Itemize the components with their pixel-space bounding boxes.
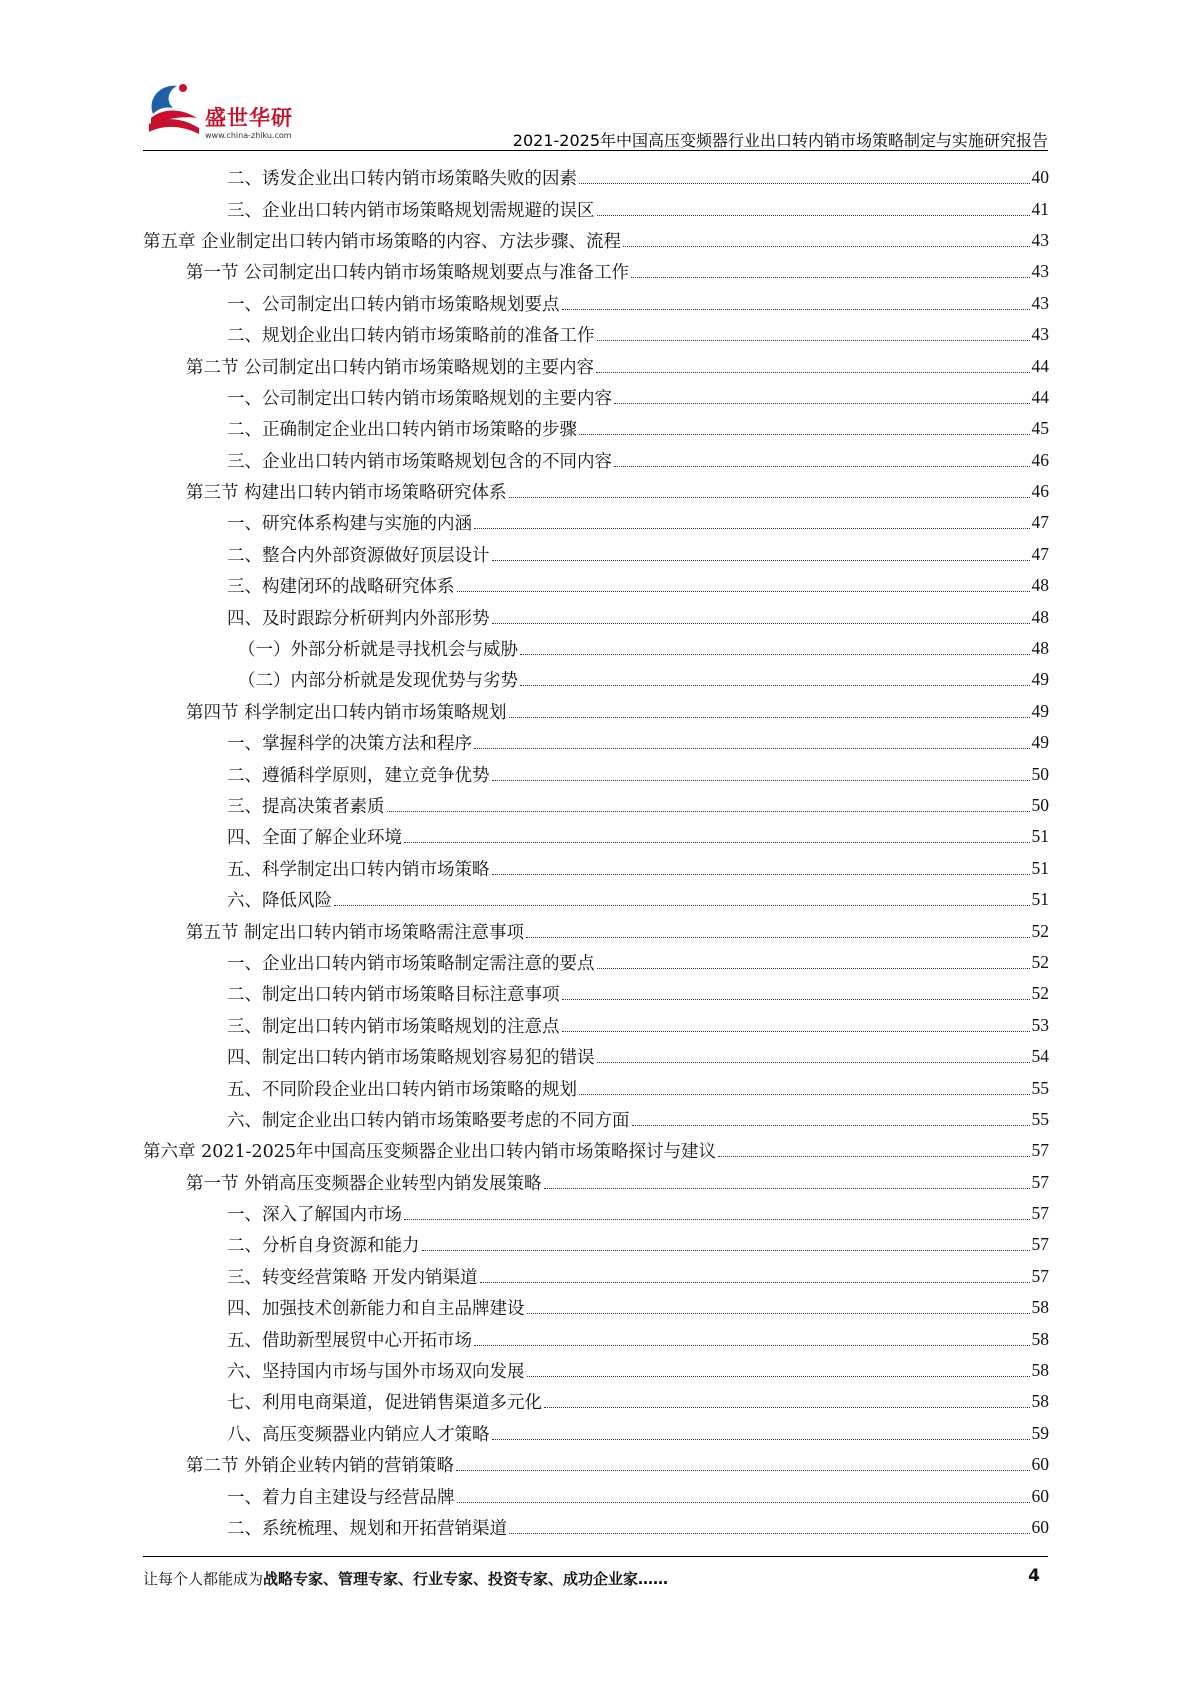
toc-entry-title: 四、制定出口转内销市场策略规划容易犯的错误 <box>227 1048 595 1069</box>
toc-entry-title: 七、利用电商渠道，促进销售渠道多元化 <box>227 1393 542 1414</box>
toc-dot-leader <box>492 780 1030 781</box>
toc-entry-title: 一、企业出口转内销市场策略制定需注意的要点 <box>227 953 595 974</box>
toc-entry[interactable] <box>143 1418 1049 1449</box>
toc-entry-page: 60 <box>1031 1516 1049 1537</box>
toc-entry[interactable] <box>143 884 1049 915</box>
footer-slogan <box>143 1568 668 1589</box>
toc-entry[interactable] <box>143 601 1049 632</box>
toc-entry[interactable] <box>143 1167 1049 1198</box>
toc-entry-page: 41 <box>1031 198 1049 219</box>
toc-entry-page: 57 <box>1031 1140 1049 1161</box>
toc-dot-leader <box>579 183 1030 184</box>
toc-entry[interactable] <box>143 664 1049 695</box>
toc-entry-title: 二、系统梳理、规划和开拓营销渠道 <box>227 1518 507 1539</box>
toc-entry[interactable] <box>143 727 1049 758</box>
toc-dot-leader <box>520 685 1030 686</box>
table-of-contents <box>143 162 1049 1543</box>
toc-entry-page: 49 <box>1031 732 1049 753</box>
slogan-emphasis: 战略专家、管理专家、行业专家、投资专家、成功企业家…… <box>263 1570 669 1588</box>
toc-entry-title: 四、及时跟踪分析研判内外部形势 <box>227 608 490 629</box>
toc-entry-page: 43 <box>1031 229 1049 250</box>
toc-entry-title: 五、科学制定出口转内销市场策略 <box>227 859 490 880</box>
toc-entry-page: 59 <box>1031 1422 1049 1443</box>
toc-dot-leader <box>579 434 1030 435</box>
toc-dot-leader <box>492 560 1030 561</box>
toc-entry-page: 46 <box>1031 481 1049 502</box>
toc-entry-title: 六、坚持国内市场与国外市场双向发展 <box>227 1362 525 1383</box>
toc-entry-page: 52 <box>1031 951 1049 972</box>
toc-entry-title: 第四节 科学制定出口转内销市场策略规划 <box>186 702 507 723</box>
company-logo <box>143 78 323 144</box>
toc-entry-page: 51 <box>1031 889 1049 910</box>
toc-dot-leader <box>562 1031 1030 1032</box>
toc-entry-page: 51 <box>1031 826 1049 847</box>
toc-entry[interactable] <box>143 1041 1049 1072</box>
toc-dot-leader <box>562 309 1030 310</box>
toc-dot-leader <box>422 1250 1030 1251</box>
toc-entry[interactable] <box>143 1261 1049 1292</box>
toc-dot-leader <box>404 842 1030 843</box>
toc-entry[interactable] <box>143 570 1049 601</box>
toc-entry[interactable] <box>143 978 1049 1009</box>
toc-entry-page: 58 <box>1031 1391 1049 1412</box>
toc-entry[interactable] <box>143 1072 1049 1103</box>
toc-dot-leader <box>527 1313 1030 1314</box>
toc-entry[interactable] <box>143 758 1049 789</box>
toc-entry-title: 二、遵循科学原则，建立竞争优势 <box>227 765 490 786</box>
toc-dot-leader <box>597 215 1030 216</box>
toc-entry[interactable] <box>143 288 1049 319</box>
toc-dot-leader <box>509 1533 1030 1534</box>
report-title: 2021-2025年中国高压变频器行业出口转内销市场策略制定与实施研究报告 <box>512 131 1048 150</box>
toc-dot-leader <box>474 748 1030 749</box>
toc-entry-page: 58 <box>1031 1360 1049 1381</box>
toc-entry[interactable] <box>143 821 1049 852</box>
toc-entry-title: 二、整合内外部资源做好顶层设计 <box>227 545 490 566</box>
toc-dot-leader <box>387 811 1030 812</box>
toc-entry[interactable] <box>143 382 1049 413</box>
toc-entry-page: 50 <box>1031 795 1049 815</box>
toc-entry[interactable] <box>143 445 1049 476</box>
toc-entry-title: 五、不同阶段企业出口转内销市场策略的规划 <box>227 1079 577 1100</box>
toc-entry[interactable] <box>143 1480 1049 1511</box>
toc-dot-leader <box>544 1188 1030 1189</box>
toc-entry[interactable] <box>143 413 1049 444</box>
toc-dot-leader <box>597 340 1030 341</box>
toc-dot-leader <box>631 277 1029 278</box>
footer-divider <box>143 1556 1048 1557</box>
toc-entry-title: 一、公司制定出口转内销市场策略规划要点 <box>227 294 560 315</box>
toc-entry[interactable] <box>143 193 1049 224</box>
toc-entry-title: 三、企业出口转内销市场策略规划需规避的误区 <box>227 200 595 221</box>
toc-entry[interactable] <box>143 507 1049 538</box>
toc-dot-leader <box>579 1094 1030 1095</box>
toc-entry[interactable] <box>143 1104 1049 1135</box>
toc-entry-page: 40 <box>1031 167 1049 188</box>
toc-entry-title: 一、掌握科学的决策方法和程序 <box>227 734 472 755</box>
toc-entry-page: 50 <box>1031 763 1049 784</box>
toc-entry[interactable] <box>143 1323 1049 1354</box>
toc-entry[interactable] <box>143 947 1049 978</box>
toc-entry-title: （二）内部分析就是发现优势与劣势 <box>238 671 518 692</box>
toc-dot-leader <box>492 623 1030 624</box>
toc-entry-page: 47 <box>1031 543 1049 564</box>
page-footer <box>143 1568 1048 1594</box>
toc-entry-title: （一）外部分析就是寻找机会与威胁 <box>238 640 518 661</box>
toc-entry-page: 57 <box>1031 1171 1049 1192</box>
toc-entry-title: 三、构建闭环的战略研究体系 <box>227 577 455 598</box>
toc-entry[interactable] <box>143 476 1049 507</box>
slogan-prefix: 让每个人都能成为 <box>143 1570 264 1588</box>
toc-dot-leader <box>632 1125 1030 1126</box>
toc-entry-page: 49 <box>1031 700 1049 721</box>
page-number: 4 <box>1028 1566 1040 1586</box>
toc-dot-leader <box>596 372 1029 373</box>
toc-entry-page: 57 <box>1031 1234 1049 1255</box>
toc-entry-page: 55 <box>1031 1077 1049 1098</box>
brand-name: 盛世华研 <box>205 106 293 130</box>
toc-dot-leader <box>614 466 1030 467</box>
toc-entry[interactable] <box>143 1198 1049 1229</box>
toc-entry-page: 43 <box>1031 292 1049 313</box>
toc-entry-title: 六、制定企业出口转内销市场策略要考虑的不同方面 <box>227 1110 630 1131</box>
toc-entry-page: 43 <box>1031 324 1049 345</box>
toc-entry-title: 三、企业出口转内销市场策略规划包含的不同内容 <box>227 451 612 472</box>
toc-entry-title: 二、制定出口转内销市场策略目标注意事项 <box>227 985 560 1006</box>
toc-entry-title: 五、借助新型展贸中心开拓市场 <box>227 1330 472 1351</box>
toc-entry[interactable] <box>143 1449 1049 1480</box>
toc-entry-page: 54 <box>1031 1046 1049 1067</box>
toc-entry-page: 58 <box>1031 1297 1049 1318</box>
toc-entry-title: 第一节 公司制定出口转内销市场策略规划要点与准备工作 <box>186 263 630 284</box>
toc-entry[interactable] <box>143 1355 1049 1386</box>
toc-entry-page: 48 <box>1031 606 1049 627</box>
toc-entry-title: 三、制定出口转内销市场策略规划的注意点 <box>227 1016 560 1037</box>
toc-entry[interactable] <box>143 1229 1049 1260</box>
toc-entry[interactable] <box>143 1292 1049 1323</box>
toc-entry[interactable] <box>143 350 1049 381</box>
toc-entry-page: 52 <box>1031 983 1049 1004</box>
toc-entry-page: 43 <box>1031 261 1049 282</box>
toc-entry-title: 一、着力自主建设与经营品牌 <box>227 1487 455 1508</box>
toc-entry-title: 第五节 制定出口转内销市场策略需注意事项 <box>186 922 525 943</box>
page-header <box>143 78 1048 148</box>
toc-entry[interactable] <box>143 1135 1049 1166</box>
toc-dot-leader <box>718 1156 1029 1157</box>
toc-entry-title: 三、提高决策者素质 <box>227 797 385 817</box>
toc-entry-page: 45 <box>1031 418 1049 439</box>
toc-dot-leader <box>509 497 1030 498</box>
toc-entry[interactable] <box>143 790 1049 821</box>
toc-dot-leader <box>404 1219 1030 1220</box>
toc-dot-leader <box>527 1376 1030 1377</box>
toc-entry-title: 八、高压变频器业内销应人才策略 <box>227 1424 490 1445</box>
toc-entry-title: 四、全面了解企业环境 <box>227 828 402 849</box>
toc-dot-leader <box>480 1282 1030 1283</box>
toc-dot-leader <box>520 654 1030 655</box>
toc-entry-title: 第五章 企业制定出口转内销市场策略的内容、方法步骤、流程 <box>143 231 622 252</box>
toc-entry[interactable] <box>143 225 1049 256</box>
toc-entry-title: 二、规划企业出口转内销市场策略前的准备工作 <box>227 326 595 347</box>
toc-entry-page: 55 <box>1031 1108 1049 1129</box>
toc-dot-leader <box>544 1407 1030 1408</box>
toc-dot-leader <box>526 937 1029 938</box>
toc-entry-title: 第六章 2021-2025年中国高压变频器企业出口转内销市场策略探讨与建议 <box>143 1142 717 1163</box>
toc-entry-page: 58 <box>1031 1328 1049 1349</box>
logo-emblem-icon <box>143 78 203 144</box>
toc-entry[interactable] <box>143 1512 1049 1543</box>
toc-entry-title: 第二节 公司制定出口转内销市场策略规划的主要内容 <box>186 357 595 378</box>
toc-dot-leader <box>509 717 1030 718</box>
toc-dot-leader <box>492 1439 1030 1440</box>
toc-entry-title: 第三节 构建出口转内销市场策略研究体系 <box>186 483 507 504</box>
toc-entry-page: 51 <box>1031 857 1049 878</box>
toc-entry[interactable] <box>143 162 1049 193</box>
toc-dot-leader <box>623 246 1029 247</box>
toc-entry-page: 46 <box>1031 449 1049 470</box>
toc-entry-page: 48 <box>1031 638 1049 659</box>
toc-entry-title: 六、降低风险 <box>227 891 332 912</box>
toc-entry-page: 57 <box>1031 1203 1049 1224</box>
toc-entry-page: 60 <box>1031 1454 1049 1475</box>
toc-entry[interactable] <box>143 539 1049 570</box>
toc-entry-page: 57 <box>1031 1265 1049 1286</box>
toc-dot-leader <box>614 403 1030 404</box>
toc-entry-title: 第二节 外销企业转内销的营销策略 <box>186 1456 455 1477</box>
toc-entry[interactable] <box>143 1386 1049 1417</box>
toc-entry[interactable] <box>143 256 1049 287</box>
toc-entry-title: 一、研究体系构建与实施的内涵 <box>227 514 472 535</box>
toc-entry-page: 53 <box>1031 1014 1049 1035</box>
toc-entry-page: 44 <box>1031 355 1049 376</box>
toc-entry-page: 49 <box>1031 669 1049 690</box>
toc-dot-leader <box>474 528 1030 529</box>
toc-dot-leader <box>457 1502 1030 1503</box>
toc-entry[interactable] <box>143 319 1049 350</box>
brand-url: www.china-zhiku.com <box>205 131 292 140</box>
toc-dot-leader <box>334 905 1030 906</box>
toc-entry[interactable] <box>143 853 1049 884</box>
toc-entry[interactable] <box>143 696 1049 727</box>
toc-dot-leader <box>456 1470 1029 1471</box>
toc-entry[interactable] <box>143 633 1049 664</box>
toc-dot-leader <box>562 999 1030 1000</box>
toc-entry-page: 44 <box>1031 386 1049 407</box>
toc-entry-title: 二、正确制定企业出口转内销市场策略的步骤 <box>227 420 577 441</box>
header-divider <box>143 150 1048 151</box>
toc-dot-leader <box>474 1345 1030 1346</box>
toc-entry-page: 48 <box>1031 575 1049 596</box>
toc-dot-leader <box>597 968 1030 969</box>
toc-dot-leader <box>597 1062 1030 1063</box>
toc-entry-title: 三、转变经营策略 开发内销渠道 <box>227 1267 478 1288</box>
toc-entry-title: 一、深入了解国内市场 <box>227 1205 402 1226</box>
toc-entry-title: 四、加强技术创新能力和自主品牌建设 <box>227 1299 525 1320</box>
toc-entry[interactable] <box>143 915 1049 946</box>
toc-entry-page: 47 <box>1031 512 1049 533</box>
toc-entry-title: 一、公司制定出口转内销市场策略规划的主要内容 <box>227 388 612 409</box>
toc-dot-leader <box>492 874 1030 875</box>
toc-entry-title: 二、诱发企业出口转内销市场策略失败的因素 <box>227 169 577 190</box>
toc-entry-title: 二、分析自身资源和能力 <box>227 1236 420 1257</box>
toc-entry-page: 60 <box>1031 1485 1049 1506</box>
toc-entry[interactable] <box>143 1010 1049 1041</box>
toc-entry-title: 第一节 外销高压变频器企业转型内销发展策略 <box>186 1173 542 1194</box>
toc-dot-leader <box>457 591 1030 592</box>
toc-entry-page: 52 <box>1031 920 1049 941</box>
